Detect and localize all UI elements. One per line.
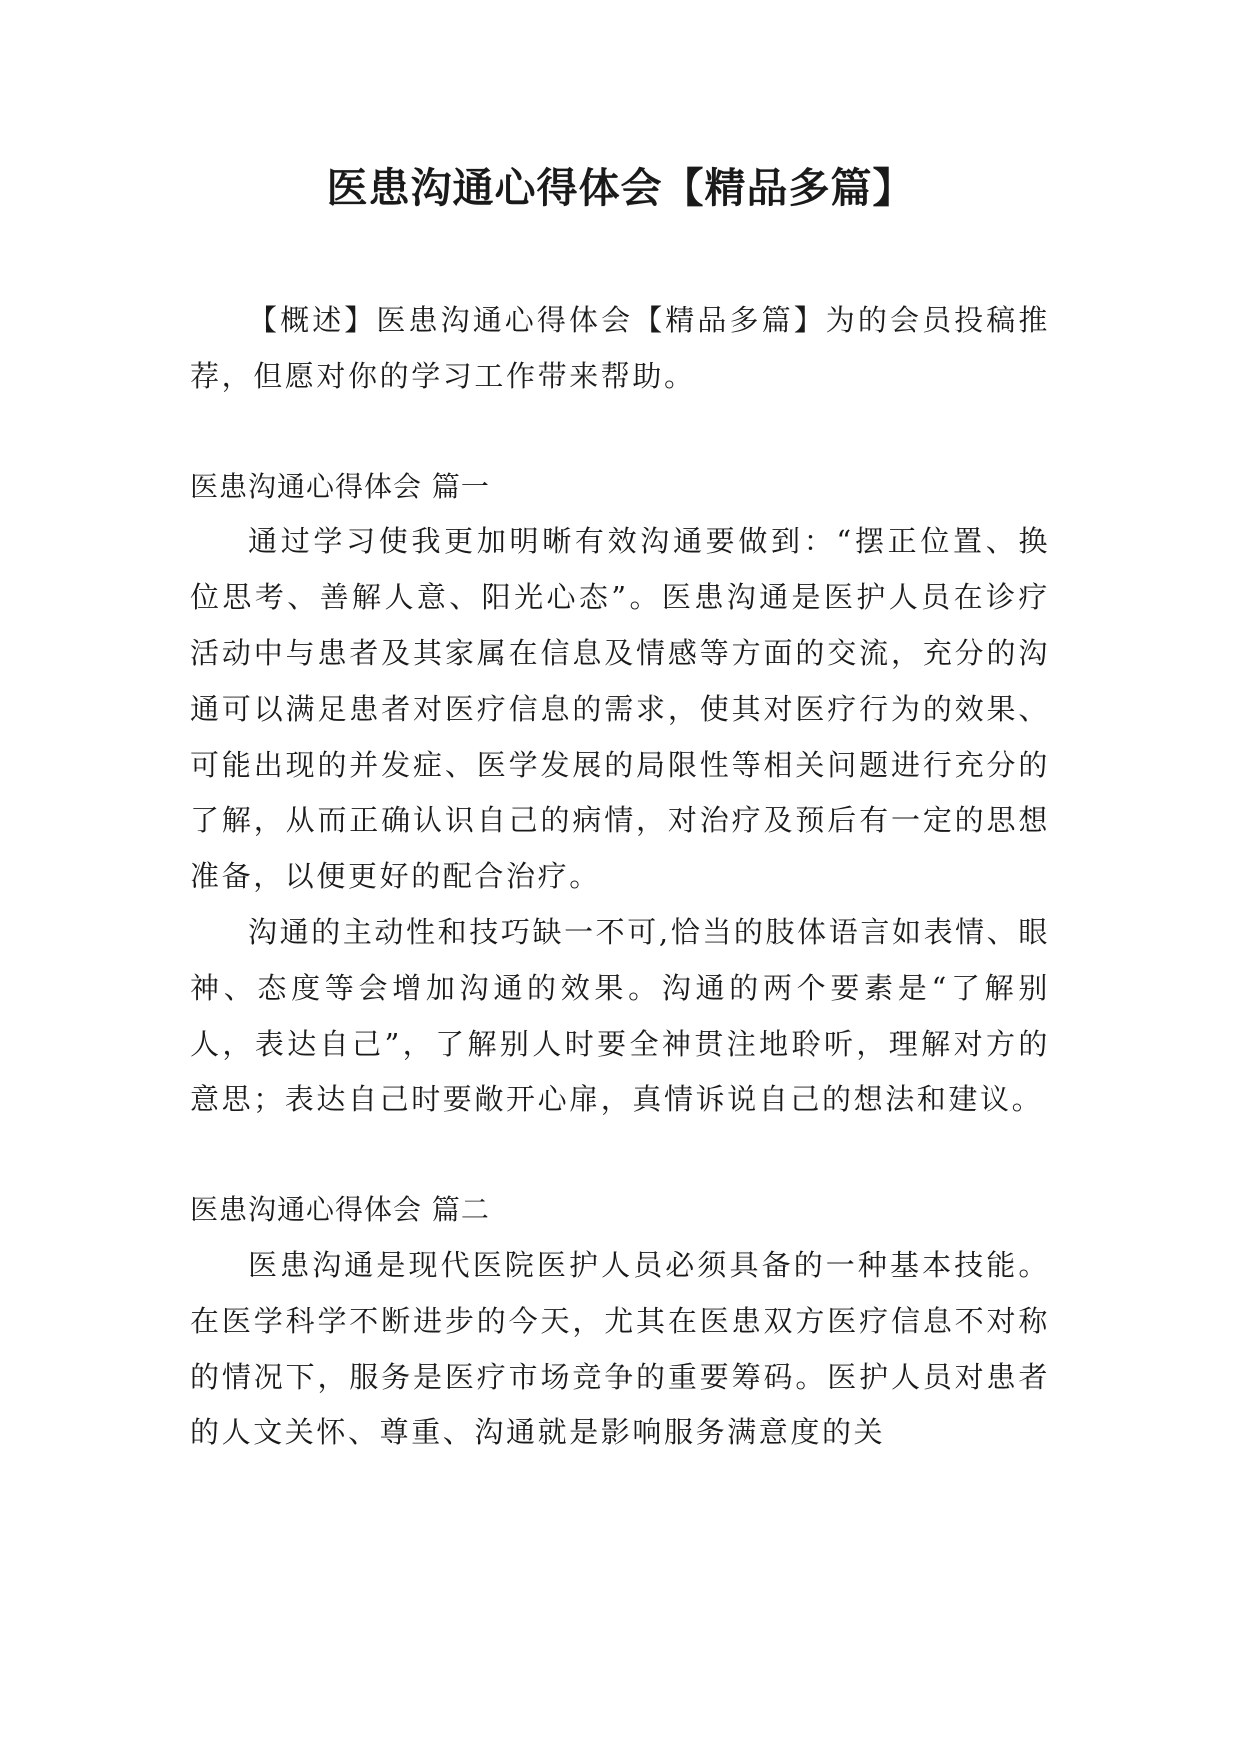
document-title: 医患沟通心得体会【精品多篇】 bbox=[326, 164, 915, 212]
spacer bbox=[190, 1128, 1050, 1182]
document-body bbox=[190, 293, 1050, 1461]
summary-paragraph: 【概述】医患沟通心得体会【精品多篇】为的会员投稿推荐，但愿对你的学习工作带来帮助。 bbox=[190, 303, 1050, 393]
section-paragraph: 医患沟通是现代医院医护人员必须具备的一种基本技能。在医学科学不断进步的今天，尤其在医患双方医疗信息不对称的情况下，服务是医疗市场竞争的重要筹码。医护人员对患者的人文关怀、尊重、沟通就是影响服务满意度的关 bbox=[190, 1247, 1050, 1450]
spacer bbox=[190, 405, 1050, 459]
section-2 bbox=[190, 1182, 1050, 1461]
section-1 bbox=[190, 459, 1050, 1129]
section-heading: 医患沟通心得体会 篇一 bbox=[190, 469, 490, 503]
section-paragraph: 通过学习使我更加明晰有效沟通要做到：“摆正位置、换位思考、善解人意、阳光心态”。医患沟通是医护人员在诊疗活动中与患者及其家属在信息及情感等方面的交流，充分的沟通可以满足患者对医疗信息的需求，使其对医疗行为的效果、可能出现的并发症、医学发展的局限性等相关问题进行充分的了解，从而正确认识自己的病情，对治疗及预后有一定的思想准备，以便更好的配合治疗。 bbox=[190, 524, 1050, 894]
section-heading: 医患沟通心得体会 篇二 bbox=[190, 1193, 490, 1227]
section-paragraph: 沟通的主动性和技巧缺一不可,恰当的肢体语言如表情、眼神、态度等会增加沟通的效果。沟通的两个要素是“了解别人，表达自己”，了解别人时要全神贯注地聆听，理解对方的意思；表达自己时要敞开心扉，真情诉说自己的想法和建议。 bbox=[190, 914, 1050, 1117]
